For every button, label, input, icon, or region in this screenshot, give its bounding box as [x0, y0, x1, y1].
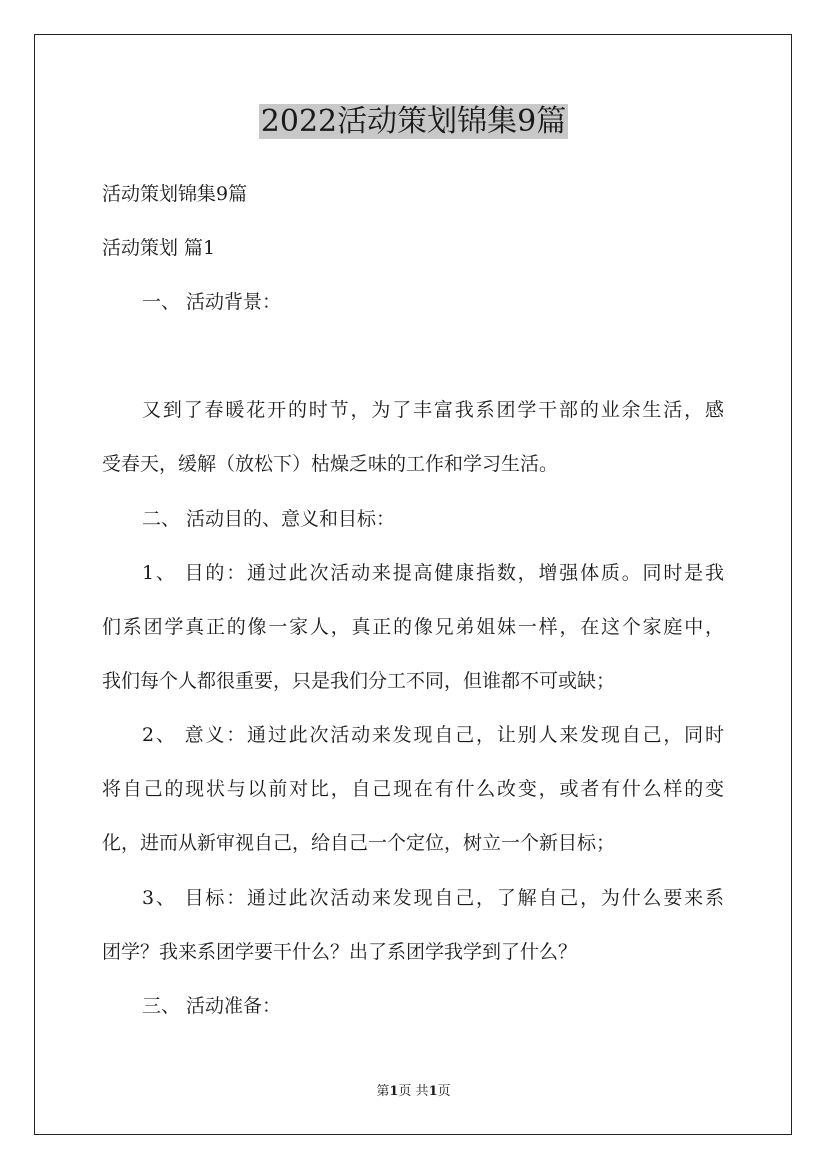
heading-purpose: 二、 活动目的、意义和目标：: [142, 508, 396, 530]
paragraph-line: 又到了春暖花开的时节，为了丰富我系团学干部的业余生活，感: [142, 399, 724, 421]
paragraph-line: 受春天，缓解（放松下）枯燥乏味的工作和学习生活。: [102, 453, 559, 475]
footer-mid: 页 共: [398, 1084, 429, 1099]
document-title: [0, 100, 827, 144]
paragraph-line: 将自己的现状与以前对比，自己现在有什么改变，或者有什么样的变: [102, 778, 724, 800]
footer-page-total: 1: [428, 1084, 438, 1099]
heading-preparation: 三、 活动准备：: [142, 995, 282, 1017]
paragraph-line: 团学？我来系团学要干什么？出了系团学我学到了什么？: [102, 941, 578, 963]
paragraph-line: 2、 意义：通过此次活动来发现自己，让别人来发现自己，同时: [142, 724, 724, 746]
paragraph-line: 1、 目的：通过此次活动来提高健康指数，增强体质。同时是我: [142, 562, 724, 584]
footer-suffix: 页: [437, 1084, 451, 1099]
page-footer: [0, 1083, 827, 1101]
heading-background: 一、 活动背景：: [142, 291, 282, 313]
footer-page-number: 1: [389, 1084, 399, 1099]
footer-prefix: 第: [376, 1084, 390, 1099]
paragraph-line: 们系团学真正的像一家人，真正的像兄弟姐妹一样，在这个家庭中，: [102, 616, 724, 638]
subtitle: 活动策划锦集9篇: [102, 183, 248, 205]
paragraph-line: 我们每个人都很重要，只是我们分工不同，但谁都不可或缺；: [102, 670, 616, 692]
section-heading: 活动策划 篇1: [102, 237, 216, 259]
paragraph-line: 3、 目标：通过此次活动来发现自己，了解自己，为什么要来系: [142, 887, 724, 909]
document-title-text: 2022活动策划锦集9篇: [260, 104, 567, 139]
paragraph-line: 化，进而从新审视自己，给自己一个定位，树立一个新目标；: [102, 832, 616, 854]
